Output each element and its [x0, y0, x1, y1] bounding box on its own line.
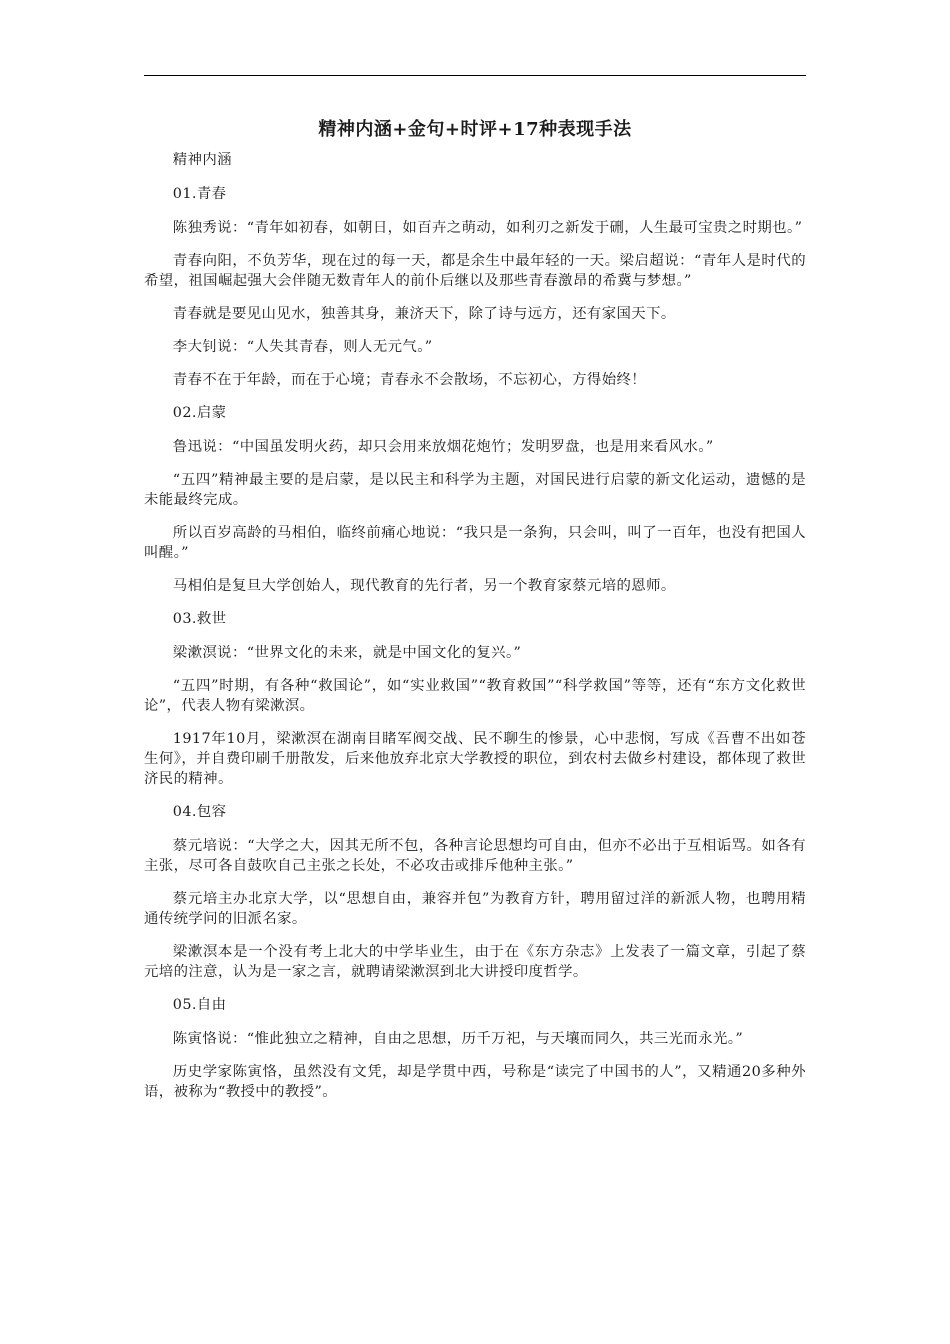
paragraph: 鲁迅说：“中国虽发明火药，却只会用来放烟花炮竹；发明罗盘，也是用来看风水。”: [172, 439, 714, 455]
subsection-heading: 03.救世: [172, 611, 227, 627]
subsection-heading: 01.青春: [172, 186, 227, 202]
document-title: 精神内涵+金句+时评+17种表现手法: [318, 119, 632, 140]
header-rule: [144, 75, 806, 76]
paragraph: 1917年10月，梁漱溟在湖南目睹军阀交战、民不聊生的惨景，心中悲悯，写成《吾曹不出如苍生何》，并自费印刷千册散发，后来他放弃北京大学教授的职位，到农村去做乡村建设，都体现了救世济民的精神。: [144, 731, 806, 787]
paragraph: 青春不在于年龄，而在于心境；青春永不会散场，不忘初心，方得始终！: [172, 372, 647, 388]
paragraph: 陈寅恪说：“惟此独立之精神，自由之思想，历千万祀，与天壤而同久，共三光而永光。”: [172, 1031, 744, 1047]
paragraph: 陈独秀说：“青年如初春，如朝日，如百卉之萌动，如利刃之新发于硎，人生最可宝贵之时期也。”: [172, 220, 803, 236]
paragraph: 青春向阳，不负芳华，现在过的每一天，都是余生中最年轻的一天。梁启超说：“青年人是时代的希望，祖国崛起强大会伴随无数青年人的前仆后继以及那些青春激昂的希冀与梦想。”: [144, 253, 806, 289]
paragraph: 马相伯是复旦大学创始人，现代教育的先行者，另一个教育家蔡元培的恩师。: [172, 578, 676, 594]
paragraph: “五四”时期，有各种“救国论”，如“实业救国”“教育救国”“科学救国”等等，还有“东方文化救世论”，代表人物有梁漱溟。: [144, 678, 806, 714]
paragraph: 蔡元培主办北京大学，以“思想自由，兼容并包”为教育方针，聘用留过洋的新派人物，也聘用精通传统学问的旧派名家。: [144, 891, 806, 927]
paragraph: 青春就是要见山见水，独善其身，兼济天下，除了诗与远方，还有家国天下。: [172, 306, 676, 322]
subsection-heading: 04.包容: [172, 804, 227, 820]
paragraph: 梁漱溟本是一个没有考上北大的中学毕业生，由于在《东方杂志》上发表了一篇文章，引起了蔡元培的注意，认为是一家之言，就聘请梁漱溟到北大讲授印度哲学。: [144, 944, 806, 980]
paragraph: 所以百岁高龄的马相伯，临终前痛心地说：“我只是一条狗，只会叫，叫了一百年，也没有把国人叫醒。”: [144, 525, 806, 561]
paragraph: 梁漱溟说：“世界文化的未来，就是中国文化的复兴。”: [172, 645, 522, 661]
paragraph: 蔡元培说：“大学之大，因其无所不包，各种言论思想均可自由，但亦不必出于互相诟骂。如各有主张，尽可各自鼓吹自己主张之长处，不必攻击或排斥他种主张。”: [144, 838, 806, 874]
paragraph: 历史学家陈寅恪，虽然没有文凭，却是学贯中西，号称是“读完了中国书的人”，又精通20多种外语，被称为“教授中的教授”。: [144, 1064, 806, 1100]
paragraph: 李大钊说：“人失其青春，则人无元气。”: [172, 339, 433, 355]
section-heading: 精神内涵: [172, 152, 232, 168]
subsection-heading: 02.启蒙: [172, 405, 227, 421]
paragraph: “五四”精神最主要的是启蒙，是以民主和科学为主题，对国民进行启蒙的新文化运动，遗憾的是未能最终完成。: [144, 472, 806, 508]
document-body: [144, 150, 806, 1115]
subsection-heading: 05.自由: [172, 997, 227, 1013]
